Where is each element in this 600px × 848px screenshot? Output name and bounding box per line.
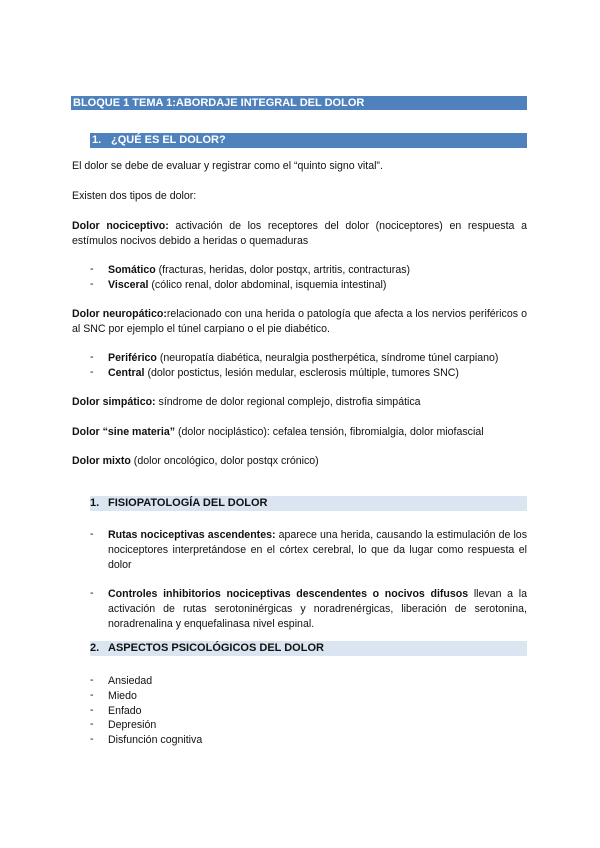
section-title: FISIOPATOLOGÍA DEL DOLOR: [108, 497, 268, 509]
list-item-text: llevan a la activación de rutas serotoninérgicas y noradrenérgicas, liberación de serotonina, noradrenalina y enquefalinasa nivel espinal.: [108, 588, 527, 630]
list-item-term: Central: [108, 367, 145, 379]
term-simpatico: Dolor simpático:: [72, 396, 156, 408]
list-item-term: Controles inhibitorios nociceptivas descendentes o nocivos difusos: [108, 588, 469, 600]
paragraph-intro: El dolor se debe de evaluar y registrar como el “quinto signo vital”.: [72, 160, 383, 172]
list-item-term: Somático: [108, 264, 156, 276]
list-item: Enfado: [108, 705, 142, 717]
list-item-text: (cólico renal, dolor abdominal, isquemia intestinal): [148, 279, 387, 291]
term-nociceptivo: Dolor nociceptivo:: [72, 220, 169, 232]
term-mixto: Dolor mixto: [72, 455, 131, 467]
section-number: 1.: [92, 134, 102, 146]
list-item: Miedo: [108, 690, 137, 702]
list-item: Ansiedad: [108, 675, 153, 687]
section-number: 2.: [90, 642, 100, 654]
document-title: BLOQUE 1 TEMA 1:ABORDAJE INTEGRAL DEL DOLOR: [73, 97, 365, 109]
list-item: [108, 528, 527, 573]
list-item-term: Periférico: [108, 352, 157, 364]
list-bullet: -: [90, 718, 94, 730]
list-item-text: (fracturas, heridas, dolor postqx, artritis, contracturas): [155, 264, 411, 276]
list-item: [108, 351, 527, 366]
paragraph-sine-materia: [72, 425, 527, 440]
list-item-term: Rutas nociceptivas ascendentes:: [108, 529, 276, 541]
paragraph-tipos: Existen dos tipos de dolor:: [72, 190, 197, 202]
list-item: [108, 278, 527, 293]
text-neuropatico: relacionado con una herida o patología que afecta a los nervios periféricos o al SNC por ejemplo el túnel carpiano o el pie diabético.: [72, 308, 527, 335]
list-bullet: -: [90, 733, 94, 745]
list-item-term: Visceral: [108, 279, 149, 291]
text-simpatico: síndrome de dolor regional complejo, distrofia simpática: [155, 396, 421, 408]
section-heading-que-es-dolor: [90, 133, 527, 148]
list-item: [108, 263, 527, 278]
paragraph-simpatico: [72, 395, 527, 410]
list-bullet: -: [90, 528, 94, 540]
section-heading-aspectos-psicologicos: [90, 641, 527, 656]
list-item: [108, 587, 527, 632]
list-bullet: -: [90, 366, 94, 378]
section-title: ¿QUÉ ES EL DOLOR?: [111, 134, 226, 146]
text-nociceptivo: activación de los receptores del dolor (nociceptores) en respuesta a estímulos nocivos debido a heridas o quemaduras: [72, 220, 527, 247]
list-bullet: -: [90, 689, 94, 701]
paragraph-mixto: [72, 454, 527, 469]
list-item: Disfunción cognitiva: [108, 734, 203, 746]
list-bullet: -: [90, 263, 94, 275]
text-sine-materia: (dolor nociplástico): cefalea tensión, fibromialgia, dolor miofascial: [175, 426, 484, 438]
term-neuropatico: Dolor neuropático:: [72, 308, 167, 320]
list-item: [108, 366, 527, 381]
section-number: 1.: [90, 497, 100, 509]
list-bullet: -: [90, 278, 94, 290]
list-item-text: (neuropatía diabética, neuralgia postherpética, síndrome túnel carpiano): [156, 352, 499, 364]
paragraph-nociceptivo: [72, 219, 527, 249]
paragraph-neuropatico: [72, 307, 527, 337]
section-heading-fisiopatologia: [90, 496, 527, 511]
list-bullet: -: [90, 587, 94, 599]
list-item: Depresión: [108, 719, 157, 731]
list-bullet: -: [90, 351, 94, 363]
term-sine-materia: Dolor “sine materia”: [72, 426, 176, 438]
list-item-text: aparece una herida, causando la estimulación de los nociceptores interpretándose en el córtex cerebral, lo que da lugar como respuesta el dolor: [108, 529, 527, 571]
text-mixto: (dolor oncológico, dolor postqx crónico): [130, 455, 319, 467]
document-title-bar: [71, 96, 527, 110]
list-bullet: -: [90, 674, 94, 686]
list-bullet: -: [90, 704, 94, 716]
list-item-text: (dolor postictus, lesión medular, esclerosis múltiple, tumores SNC): [144, 367, 459, 379]
section-title: ASPECTOS PSICOLÓGICOS DEL DOLOR: [108, 642, 324, 654]
